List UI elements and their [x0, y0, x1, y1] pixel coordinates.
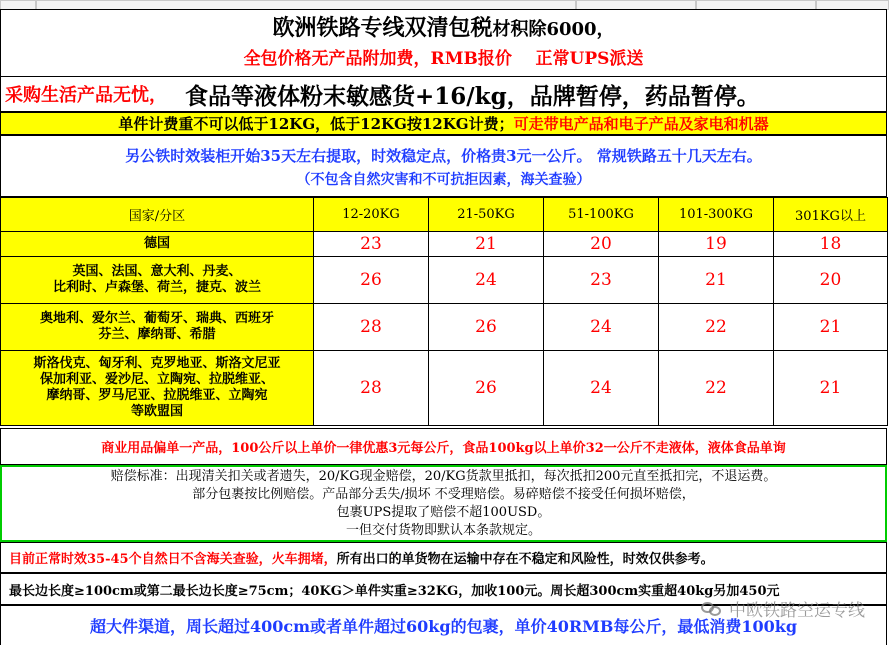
country-cell: 斯洛伐克、匈牙利、克罗地亚、斯洛文尼亚 保加利亚、爱沙尼、立陶宛、拉脱维亚、 摩纳哥、罗马尼亚、拉脱维亚、立陶宛 等欧盟国 [1, 351, 314, 426]
wechat-icon [701, 601, 723, 617]
price-cell: 20 [544, 232, 659, 257]
table-row [1, 304, 888, 351]
rate-table-header [1, 198, 888, 232]
price-cell: 28 [314, 351, 429, 426]
oversize-note-row: 超大件渠道，周长超过400cm或者单件超过60kg的包裹，单价40RMB每公斤，最低消费100kg [0, 605, 887, 645]
price-cell: 23 [314, 232, 429, 257]
rate-table [0, 197, 888, 426]
header-cell: 21-50KG [429, 198, 544, 232]
table-row [1, 351, 888, 426]
page-title: 欧洲铁路专线双清包税材积除6000， [272, 15, 615, 41]
banner-row [0, 76, 887, 112]
table-row [1, 257, 888, 304]
price-cell: 28 [314, 304, 429, 351]
header-cell: 301KG以上 [774, 198, 888, 232]
price-cell: 24 [429, 257, 544, 304]
price-cell: 26 [429, 351, 544, 426]
price-cell: 26 [429, 304, 544, 351]
compensation-line: 赔偿标准：出现清关扣关或者遗失，20/KG现金赔偿，20/KG货款里抵扣，每次抵扣200元直至抵扣完，不退运费。 [110, 468, 777, 484]
banner-right: 食品等液体粉末敏感货+16/kg，品牌暂停，药品暂停。 [185, 82, 760, 110]
compensation-line: 包裹UPS提取了赔偿不超100USD。 [336, 504, 551, 520]
price-cell: 21 [429, 232, 544, 257]
price-cell: 21 [774, 304, 888, 351]
page-subtitle: 全包价格无产品附加费，RMB报价 正常UPS派送 [243, 49, 644, 69]
country-cell: 奥地利、爱尔兰、葡萄牙、瑞典、西班牙 芬兰、摩纳哥、希腊 [1, 304, 314, 351]
banner-left: 采购生活产品无忧， [5, 85, 167, 106]
country-cell: 德国 [1, 232, 314, 257]
compensation-line: 部分包裹按比例赔偿。产品部分丢失/损坏 不受理赔偿。易碎赔偿不接受任何损坏赔偿， [192, 486, 695, 502]
price-cell: 19 [659, 232, 774, 257]
price-cell: 18 [774, 232, 888, 257]
price-cell: 22 [659, 351, 774, 426]
price-cell: 21 [659, 257, 774, 304]
watermark: 中欧铁路空运专线 [701, 596, 865, 621]
size-note-row: 最长边长度≥100cm或第二最长边长度≥75cm；40KG＞单件实重≥32KG，加收100元。周长超300cm实重超40kg另加450元 [0, 573, 887, 605]
header-cell: 51-100KG [544, 198, 659, 232]
price-cell: 21 [774, 351, 888, 426]
header-cell: 国家/分区 [1, 198, 314, 232]
express-note-row: 另公铁时效装柜开始35天左右提取，时效稳定点，价格贵3元一公斤。 常规铁路五十几天左右。 （不包含自然灾害和不可抗拒因素，海关查验） [0, 135, 887, 197]
table-row [1, 232, 888, 257]
price-cell: 24 [544, 351, 659, 426]
weight-rule-row: 单件计费重不可以低于12KG，低于12KG按12KG计费； 可走带电产品和电子产品及家电和机器 [0, 112, 887, 135]
commercial-note-row: 商业用品偏单一产品，100公斤以上单价一律优惠3元每公斤，食品100kg以上单价32一公斤不走液体，液体食品单询 [0, 428, 887, 465]
compensation-block [0, 465, 887, 542]
price-cell: 26 [314, 257, 429, 304]
title-block [0, 9, 887, 76]
price-cell: 20 [774, 257, 888, 304]
header-cell: 101-300KG [659, 198, 774, 232]
compensation-line: 一但交付货物即默认本条款规定。 [345, 522, 541, 538]
header-cell: 12-20KG [314, 198, 429, 232]
price-cell: 24 [544, 304, 659, 351]
price-cell: 22 [659, 304, 774, 351]
timing-note-row: 目前正常时效35-45个自然日不含海关查验，火车拥堵， 所有出口的单货物在运输中存在不稳定和风险性，时效仅供参考。 [0, 542, 887, 573]
country-cell: 英国、法国、意大利、丹麦、 比利时、卢森堡、荷兰，捷克、波兰 [1, 257, 314, 304]
price-cell: 23 [544, 257, 659, 304]
